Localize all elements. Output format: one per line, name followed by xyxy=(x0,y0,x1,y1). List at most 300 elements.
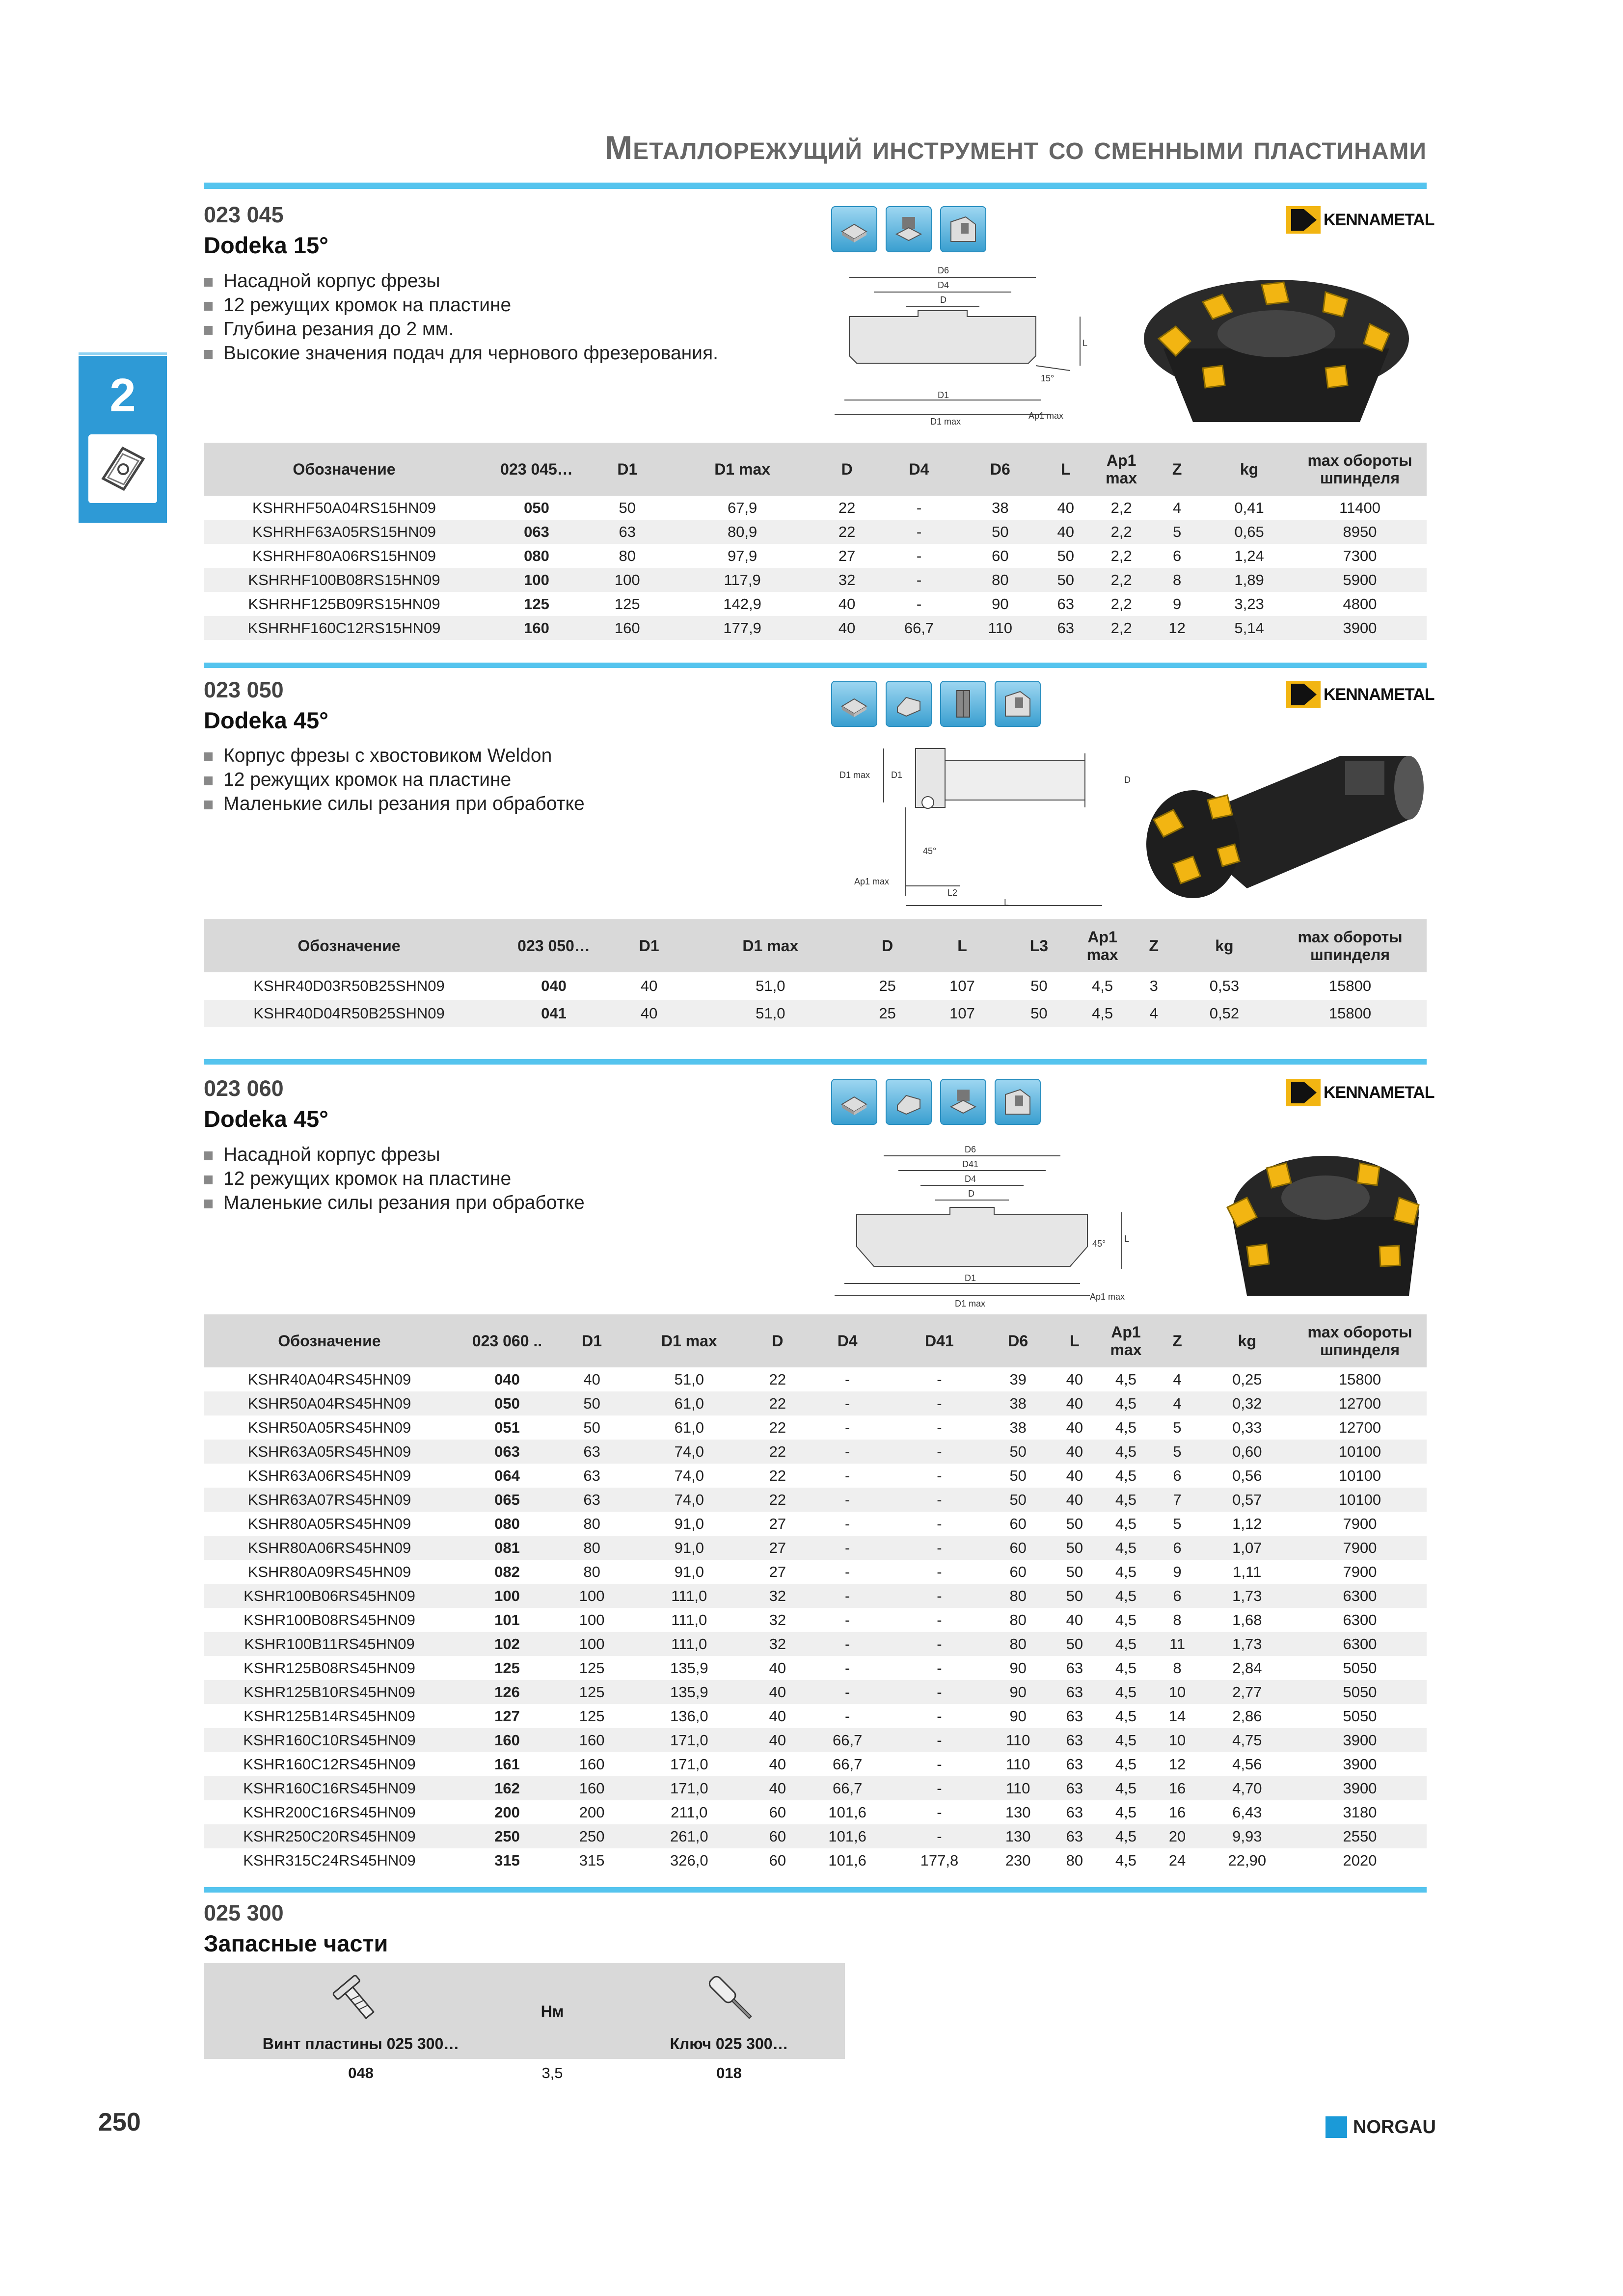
column-header: 023 060 .. xyxy=(455,1314,559,1367)
table-cell: KSHR50A05RS45HN09 xyxy=(247,1418,411,1436)
section2-bullet: 12 режущих кромок на пластине xyxy=(204,768,585,792)
table-row xyxy=(204,616,1427,640)
section2-application-icons xyxy=(831,681,1041,727)
table-cell: KSHR40D04R50B25SHN09 xyxy=(204,1000,494,1027)
table-cell: 3900 xyxy=(1293,1728,1427,1752)
section1-code: 023 045 xyxy=(204,202,284,227)
table-cell: 9 xyxy=(1173,595,1182,613)
table-cell: 22,90 xyxy=(1228,1851,1267,1869)
table-cell: 080 xyxy=(524,547,549,564)
table-cell: 177,9 xyxy=(666,616,819,640)
table-cell: - xyxy=(802,1440,893,1464)
table-cell: 66,7 xyxy=(802,1776,893,1800)
table-row xyxy=(204,1632,1427,1656)
section1-application-icons xyxy=(831,206,986,252)
table-cell: KSHRHF80A06RS15HN09 xyxy=(252,547,436,564)
table-cell: 90 xyxy=(1009,1707,1027,1725)
table-row xyxy=(204,1680,1427,1704)
table-cell: 16 xyxy=(1168,1803,1186,1821)
table-cell: 8 xyxy=(1173,1611,1182,1629)
kennametal-logo-icon xyxy=(1286,1079,1321,1106)
section2-bullet: Корпус фрезы с хвостовиком Weldon xyxy=(204,744,585,768)
table-cell: 4,5 xyxy=(1098,1584,1153,1608)
table-cell: 040 xyxy=(541,977,567,994)
table-cell: 51,0 xyxy=(685,1000,856,1027)
drawing3-label: Ap1 max xyxy=(1090,1292,1125,1302)
table-cell: 100 xyxy=(559,1584,624,1608)
table-cell: 4,5 xyxy=(1115,1370,1137,1388)
table-cell: 107 xyxy=(949,977,975,994)
table-cell: 4,5 xyxy=(1115,1707,1137,1725)
table-row xyxy=(204,1800,1427,1824)
table-cell: KSHR160C12RS45HN09 xyxy=(243,1755,416,1773)
column-header: Z xyxy=(1133,919,1175,972)
table-cell: 135,9 xyxy=(624,1680,754,1704)
table-row xyxy=(204,1440,1427,1464)
drawing3-label: 45° xyxy=(1092,1239,1106,1249)
table-cell: 0,52 xyxy=(1175,1000,1273,1027)
page-title: Металлорежущий инструмент со сменными пластинами xyxy=(604,129,1427,166)
section3-bullets xyxy=(204,1143,585,1215)
table-cell: 6300 xyxy=(1293,1632,1427,1656)
column-header: D xyxy=(856,919,919,972)
table-cell: 63 xyxy=(1066,1707,1083,1725)
table-cell: KSHRHF63A05RS15HN09 xyxy=(204,520,485,544)
table-cell: 24 xyxy=(1168,1851,1186,1869)
section3-brand-logo xyxy=(1286,1079,1434,1106)
side-tab-number: 2 xyxy=(109,369,136,422)
table-cell: 7900 xyxy=(1343,1515,1377,1532)
ramping-icon xyxy=(995,1079,1041,1125)
table-cell: 66,7 xyxy=(802,1728,893,1752)
table-cell: 63 xyxy=(559,1440,624,1464)
table-cell: - xyxy=(916,595,922,613)
table-cell: 40 xyxy=(769,1659,786,1677)
column-header: Обозначение xyxy=(204,1314,455,1367)
column-header: Ap1 max xyxy=(1073,919,1133,972)
table-cell: 4,5 xyxy=(1115,1418,1137,1436)
table-cell: 22 xyxy=(838,499,856,516)
table-cell: KSHR315C24RS45HN09 xyxy=(243,1851,416,1869)
table-cell: - xyxy=(937,1659,942,1677)
table-cell: - xyxy=(893,1440,985,1464)
table-cell: 1,89 xyxy=(1205,568,1293,592)
table-cell: 100 xyxy=(455,1584,559,1608)
footer-brand-text: NORGAU xyxy=(1353,2116,1436,2137)
table-cell: 4,5 xyxy=(1098,1824,1153,1848)
table-cell: 66,7 xyxy=(875,616,963,640)
table-cell: - xyxy=(802,1488,893,1512)
table-cell: 80 xyxy=(559,1536,624,1560)
section4-code: 025 300 xyxy=(204,1900,284,1925)
table-cell: 22 xyxy=(769,1370,786,1388)
table-cell: - xyxy=(937,1515,942,1532)
table-cell: 27 xyxy=(769,1515,786,1532)
shoulder-milling-icon xyxy=(886,206,932,252)
table-cell: 4,5 xyxy=(1115,1851,1137,1869)
section1-drawing xyxy=(805,253,1100,434)
table-cell: 2550 xyxy=(1293,1824,1427,1848)
table-cell: 7900 xyxy=(1343,1563,1377,1580)
table-cell: 5 xyxy=(1153,1440,1201,1464)
table-cell: 27 xyxy=(769,1563,786,1580)
table-cell: 20 xyxy=(1153,1824,1201,1848)
column-header: D6 xyxy=(985,1314,1051,1367)
table-cell: 50 xyxy=(1051,1632,1098,1656)
drawing2-label: L2 xyxy=(947,888,958,898)
table-cell: - xyxy=(893,1824,985,1848)
table-cell: 100 xyxy=(559,1632,624,1656)
drawing3-label: D xyxy=(968,1189,974,1199)
table-cell: 15800 xyxy=(1328,977,1372,994)
table-cell: 60 xyxy=(769,1851,786,1869)
torque-column-header: Нм xyxy=(541,2002,564,2020)
table-cell: - xyxy=(893,1728,985,1752)
face-milling-icon xyxy=(831,206,877,252)
table-cell: 101 xyxy=(494,1611,520,1629)
table-cell: 38 xyxy=(1009,1418,1027,1436)
section1-bullet: Высокие значения подач для чернового фрезерования. xyxy=(204,341,718,365)
table-row xyxy=(204,1704,1427,1728)
table-cell: 91,0 xyxy=(674,1563,704,1580)
table-cell: 110 xyxy=(985,1728,1051,1752)
table-cell: 10 xyxy=(1153,1680,1201,1704)
drawing3-label: L xyxy=(1124,1234,1130,1244)
table-cell: KSHRHF125B09RS15HN09 xyxy=(248,595,440,613)
column-header: max обороты шпинделя xyxy=(1273,919,1427,972)
table-cell: - xyxy=(802,1632,893,1656)
section2-code: 023 050 xyxy=(204,677,284,702)
screw-column-header: Винт пластины 025 300… xyxy=(262,2035,460,2053)
table-cell: 4,5 xyxy=(1073,1000,1133,1027)
table-cell: 0,60 xyxy=(1201,1440,1293,1464)
table-cell: 0,32 xyxy=(1201,1391,1293,1415)
section3-bullet: Насадной корпус фрезы xyxy=(204,1143,585,1167)
table-cell: 4,5 xyxy=(1115,1467,1137,1484)
section2-bullet: Маленькие силы резания при обработке xyxy=(204,792,585,816)
table-cell: 111,0 xyxy=(624,1584,754,1608)
table-cell: 4800 xyxy=(1343,595,1377,613)
table-cell: 32 xyxy=(819,568,875,592)
column-header: D1 max xyxy=(624,1314,754,1367)
table-cell: - xyxy=(916,499,922,516)
table-cell: 142,9 xyxy=(723,595,761,613)
table-cell: 101,6 xyxy=(828,1851,866,1869)
column-header: D6 xyxy=(963,443,1037,496)
table-cell: - xyxy=(893,1584,985,1608)
table-cell: 2,77 xyxy=(1201,1680,1293,1704)
table-cell: KSHR63A05RS45HN09 xyxy=(204,1440,455,1464)
table-cell: KSHRHF50A04RS15HN09 xyxy=(252,499,436,516)
table-cell: 3900 xyxy=(1343,1755,1377,1773)
section3-drawing xyxy=(815,1134,1139,1310)
drawing2-label: D xyxy=(1124,775,1131,785)
table-cell: 063 xyxy=(455,1440,559,1464)
chamfer-milling-icon xyxy=(886,1079,932,1125)
table-cell: 2020 xyxy=(1343,1851,1377,1869)
table-row xyxy=(204,1367,1427,1391)
table-cell: 125 xyxy=(579,1659,605,1677)
table-cell: - xyxy=(893,1680,985,1704)
footer-brand xyxy=(1325,2116,1436,2138)
table-cell: 4,5 xyxy=(1098,1488,1153,1512)
column-header: L3 xyxy=(1005,919,1072,972)
table-cell: 22 xyxy=(754,1440,801,1464)
table-cell: 171,0 xyxy=(670,1755,708,1773)
table-cell: 160 xyxy=(485,616,589,640)
table-row xyxy=(204,1391,1427,1415)
table-cell: 60 xyxy=(985,1536,1051,1560)
table-cell: 2,2 xyxy=(1110,547,1132,564)
table-cell: 2,2 xyxy=(1110,595,1132,613)
section1-bullet: Насадной корпус фрезы xyxy=(204,269,718,293)
table-cell: 111,0 xyxy=(671,1611,707,1629)
table-cell: 40 xyxy=(583,1370,600,1388)
table-cell: 125 xyxy=(524,595,549,613)
table-cell: - xyxy=(893,1536,985,1560)
table-cell: 90 xyxy=(985,1680,1051,1704)
table-cell: 32 xyxy=(754,1584,801,1608)
table-cell: 065 xyxy=(455,1488,559,1512)
table-cell: 80,9 xyxy=(666,520,819,544)
table-cell: KSHR125B10RS45HN09 xyxy=(204,1680,455,1704)
table-cell: 50 xyxy=(1066,1563,1083,1580)
table-cell: 0,25 xyxy=(1232,1370,1262,1388)
table-cell: - xyxy=(937,1803,942,1821)
table-cell: 2,2 xyxy=(1094,520,1149,544)
column-header: L xyxy=(919,919,1005,972)
table-cell: 9,93 xyxy=(1201,1824,1293,1848)
table-cell: 60 xyxy=(754,1824,801,1848)
table-row xyxy=(204,1415,1427,1440)
table-cell: 050 xyxy=(455,1391,559,1415)
table-cell: 63 xyxy=(1051,1776,1098,1800)
table-cell: - xyxy=(844,1515,850,1532)
drawing2-label: 45° xyxy=(923,846,937,856)
table-row xyxy=(204,1824,1427,1848)
table-cell: 97,9 xyxy=(727,547,757,564)
table-cell: 40 xyxy=(1066,1418,1083,1436)
table-cell: 22 xyxy=(754,1488,801,1512)
table-cell: 3180 xyxy=(1343,1803,1377,1821)
table-cell: 63 xyxy=(559,1488,624,1512)
drawing2-label: D1 xyxy=(891,770,903,780)
drawing3-label: D1 xyxy=(965,1273,976,1283)
table-cell: 064 xyxy=(494,1467,520,1484)
column-header: max обороты шпинделя xyxy=(1293,443,1427,496)
table-cell: 1,68 xyxy=(1232,1611,1262,1629)
table-cell: 60 xyxy=(1009,1563,1027,1580)
table-cell: 2,2 xyxy=(1110,499,1132,516)
table-cell: 40 xyxy=(1051,1391,1098,1415)
section-rule xyxy=(204,1887,1427,1893)
table-cell: 7 xyxy=(1153,1488,1201,1512)
table-row xyxy=(204,1728,1427,1752)
kennametal-logo-icon xyxy=(1286,206,1321,234)
table-cell: 40 xyxy=(754,1680,801,1704)
table-cell: 3900 xyxy=(1293,616,1427,640)
table-cell: 161 xyxy=(494,1755,520,1773)
table-cell: 6 xyxy=(1153,1536,1201,1560)
face-milling-icon xyxy=(831,681,877,727)
drawing3-label: D41 xyxy=(962,1159,979,1169)
table-cell: 22 xyxy=(754,1391,801,1415)
table-cell: 0,41 xyxy=(1234,499,1264,516)
table-cell: 50 xyxy=(1051,1536,1098,1560)
table-cell: 250 xyxy=(559,1824,624,1848)
section1-bullet: Глубина резания до 2 мм. xyxy=(204,317,718,341)
table-cell: 15800 xyxy=(1338,1370,1381,1388)
table-cell: 39 xyxy=(1009,1370,1027,1388)
table-cell: 110 xyxy=(985,1776,1051,1800)
table-cell: 326,0 xyxy=(670,1851,708,1869)
table-cell: 67,9 xyxy=(727,499,757,516)
column-header: D1 xyxy=(559,1314,624,1367)
table-row xyxy=(204,1000,1427,1027)
table-cell: KSHR63A06RS45HN09 xyxy=(247,1467,411,1484)
table-cell: - xyxy=(844,1467,850,1484)
table-row xyxy=(204,1512,1427,1536)
table-cell: 6 xyxy=(1153,1584,1201,1608)
table-cell: 230 xyxy=(1005,1851,1031,1869)
table-cell: KSHR40D03R50B25SHN09 xyxy=(253,977,445,994)
column-header: 023 050… xyxy=(494,919,613,972)
table-row xyxy=(204,496,1427,520)
table-cell: 12 xyxy=(1149,616,1205,640)
table-cell: - xyxy=(937,1563,942,1580)
table-cell: 315 xyxy=(579,1851,605,1869)
section1-product-photo xyxy=(1129,255,1424,442)
column-header: D1 xyxy=(613,919,685,972)
table-cell: KSHR80A05RS45HN09 xyxy=(247,1515,411,1532)
table-cell: 63 xyxy=(1066,1755,1083,1773)
table-cell: 1,73 xyxy=(1201,1584,1293,1608)
table-row xyxy=(204,1776,1427,1800)
table-cell: 50 xyxy=(1005,1000,1072,1027)
kennametal-logo-icon xyxy=(1286,681,1321,708)
table-cell: 11400 xyxy=(1339,499,1380,516)
table-cell: 127 xyxy=(494,1707,520,1725)
table-cell: 12 xyxy=(1168,1755,1186,1773)
table-cell: 40 xyxy=(754,1776,801,1800)
table-cell: 6,43 xyxy=(1232,1803,1262,1821)
table-cell: 0,53 xyxy=(1209,977,1240,994)
spare-parts-header xyxy=(204,1963,845,2059)
table-cell: 100 xyxy=(485,568,589,592)
table-cell: 63 xyxy=(1066,1803,1083,1821)
table-cell: 200 xyxy=(579,1803,605,1821)
table-cell: 40 xyxy=(1057,499,1074,516)
table-cell: KSHRHF160C12RS15HN09 xyxy=(204,616,485,640)
table-cell: 8 xyxy=(1149,568,1205,592)
table-cell: 8950 xyxy=(1293,520,1427,544)
table-cell: 050 xyxy=(524,499,549,516)
table-cell: 16 xyxy=(1153,1776,1201,1800)
column-header: kg xyxy=(1175,919,1273,972)
table-cell: 40 xyxy=(1037,520,1094,544)
table-cell: 2,84 xyxy=(1232,1659,1262,1677)
table-row xyxy=(204,1488,1427,1512)
drawing1-label: 15° xyxy=(1041,374,1055,383)
table-cell: - xyxy=(937,1755,942,1773)
table-cell: 40 xyxy=(1066,1370,1083,1388)
table-cell: - xyxy=(875,568,963,592)
table-row xyxy=(204,1848,1427,1872)
table-cell: 63 xyxy=(1057,595,1074,613)
column-header: Z xyxy=(1153,1314,1201,1367)
table-cell: 7300 xyxy=(1343,547,1377,564)
norgau-logo-icon xyxy=(1325,2116,1347,2138)
table-cell: KSHR80A09RS45HN09 xyxy=(247,1563,411,1580)
table-cell: 90 xyxy=(992,595,1009,613)
section3-brand: KENNAMETAL xyxy=(1324,1083,1434,1102)
table-row xyxy=(204,520,1427,544)
table-cell: 50 xyxy=(1057,547,1074,564)
table-cell: 4,5 xyxy=(1115,1611,1137,1629)
table-cell: 125 xyxy=(579,1707,605,1725)
table-cell: KSHR50A04RS45HN09 xyxy=(204,1391,455,1415)
table-cell: 40 xyxy=(1066,1611,1083,1629)
table-cell: - xyxy=(802,1536,893,1560)
table-cell: - xyxy=(893,1488,985,1512)
table-cell: KSHR200C16RS45HN09 xyxy=(243,1803,416,1821)
table-cell: 32 xyxy=(754,1632,801,1656)
table-cell: 50 xyxy=(985,1488,1051,1512)
table-cell: 082 xyxy=(494,1563,520,1580)
table-cell: 4,5 xyxy=(1098,1391,1153,1415)
column-header: L xyxy=(1051,1314,1098,1367)
table-cell: 22 xyxy=(819,520,875,544)
column-header: kg xyxy=(1205,443,1293,496)
ramping-icon xyxy=(940,206,986,252)
section2-product-photo xyxy=(1134,726,1429,923)
torque-value: 3,5 xyxy=(541,2064,563,2082)
section3-bullet: 12 режущих кромок на пластине xyxy=(204,1167,585,1191)
torx-key-icon xyxy=(700,1969,763,2028)
table-cell: 4,5 xyxy=(1115,1515,1137,1532)
column-header: Ap1 max xyxy=(1094,443,1149,496)
table-cell: 160 xyxy=(455,1728,559,1752)
table-cell: - xyxy=(844,1707,850,1725)
column-header: D1 xyxy=(589,443,666,496)
table-cell: 130 xyxy=(1005,1803,1031,1821)
table-cell: 5 xyxy=(1173,1515,1182,1532)
table-cell: 0,65 xyxy=(1205,520,1293,544)
drawing1-label: L xyxy=(1082,338,1088,348)
drawing2-label: Ap1 max xyxy=(854,877,890,886)
table-row xyxy=(204,568,1427,592)
table-cell: 4 xyxy=(1173,499,1182,516)
table-row xyxy=(204,592,1427,616)
table-cell: - xyxy=(844,1611,850,1629)
column-header: Обозначение xyxy=(204,443,485,496)
table-cell: 63 xyxy=(1037,616,1094,640)
table-cell: - xyxy=(937,1418,942,1436)
table-cell: - xyxy=(802,1391,893,1415)
table-cell: 63 xyxy=(1051,1824,1098,1848)
table-cell: 160 xyxy=(589,616,666,640)
drawing1-label: D1 xyxy=(938,390,949,400)
table-row xyxy=(204,1608,1427,1632)
insert-screw-icon xyxy=(326,1969,385,2028)
table-cell: 50 xyxy=(985,1440,1051,1464)
table-cell: 4,5 xyxy=(1115,1803,1137,1821)
side-tab-top xyxy=(79,352,167,355)
table-cell: 91,0 xyxy=(674,1515,704,1532)
table-cell: 177,8 xyxy=(920,1851,959,1869)
table-cell: - xyxy=(893,1391,985,1415)
shoulder-milling-icon xyxy=(940,1079,986,1125)
